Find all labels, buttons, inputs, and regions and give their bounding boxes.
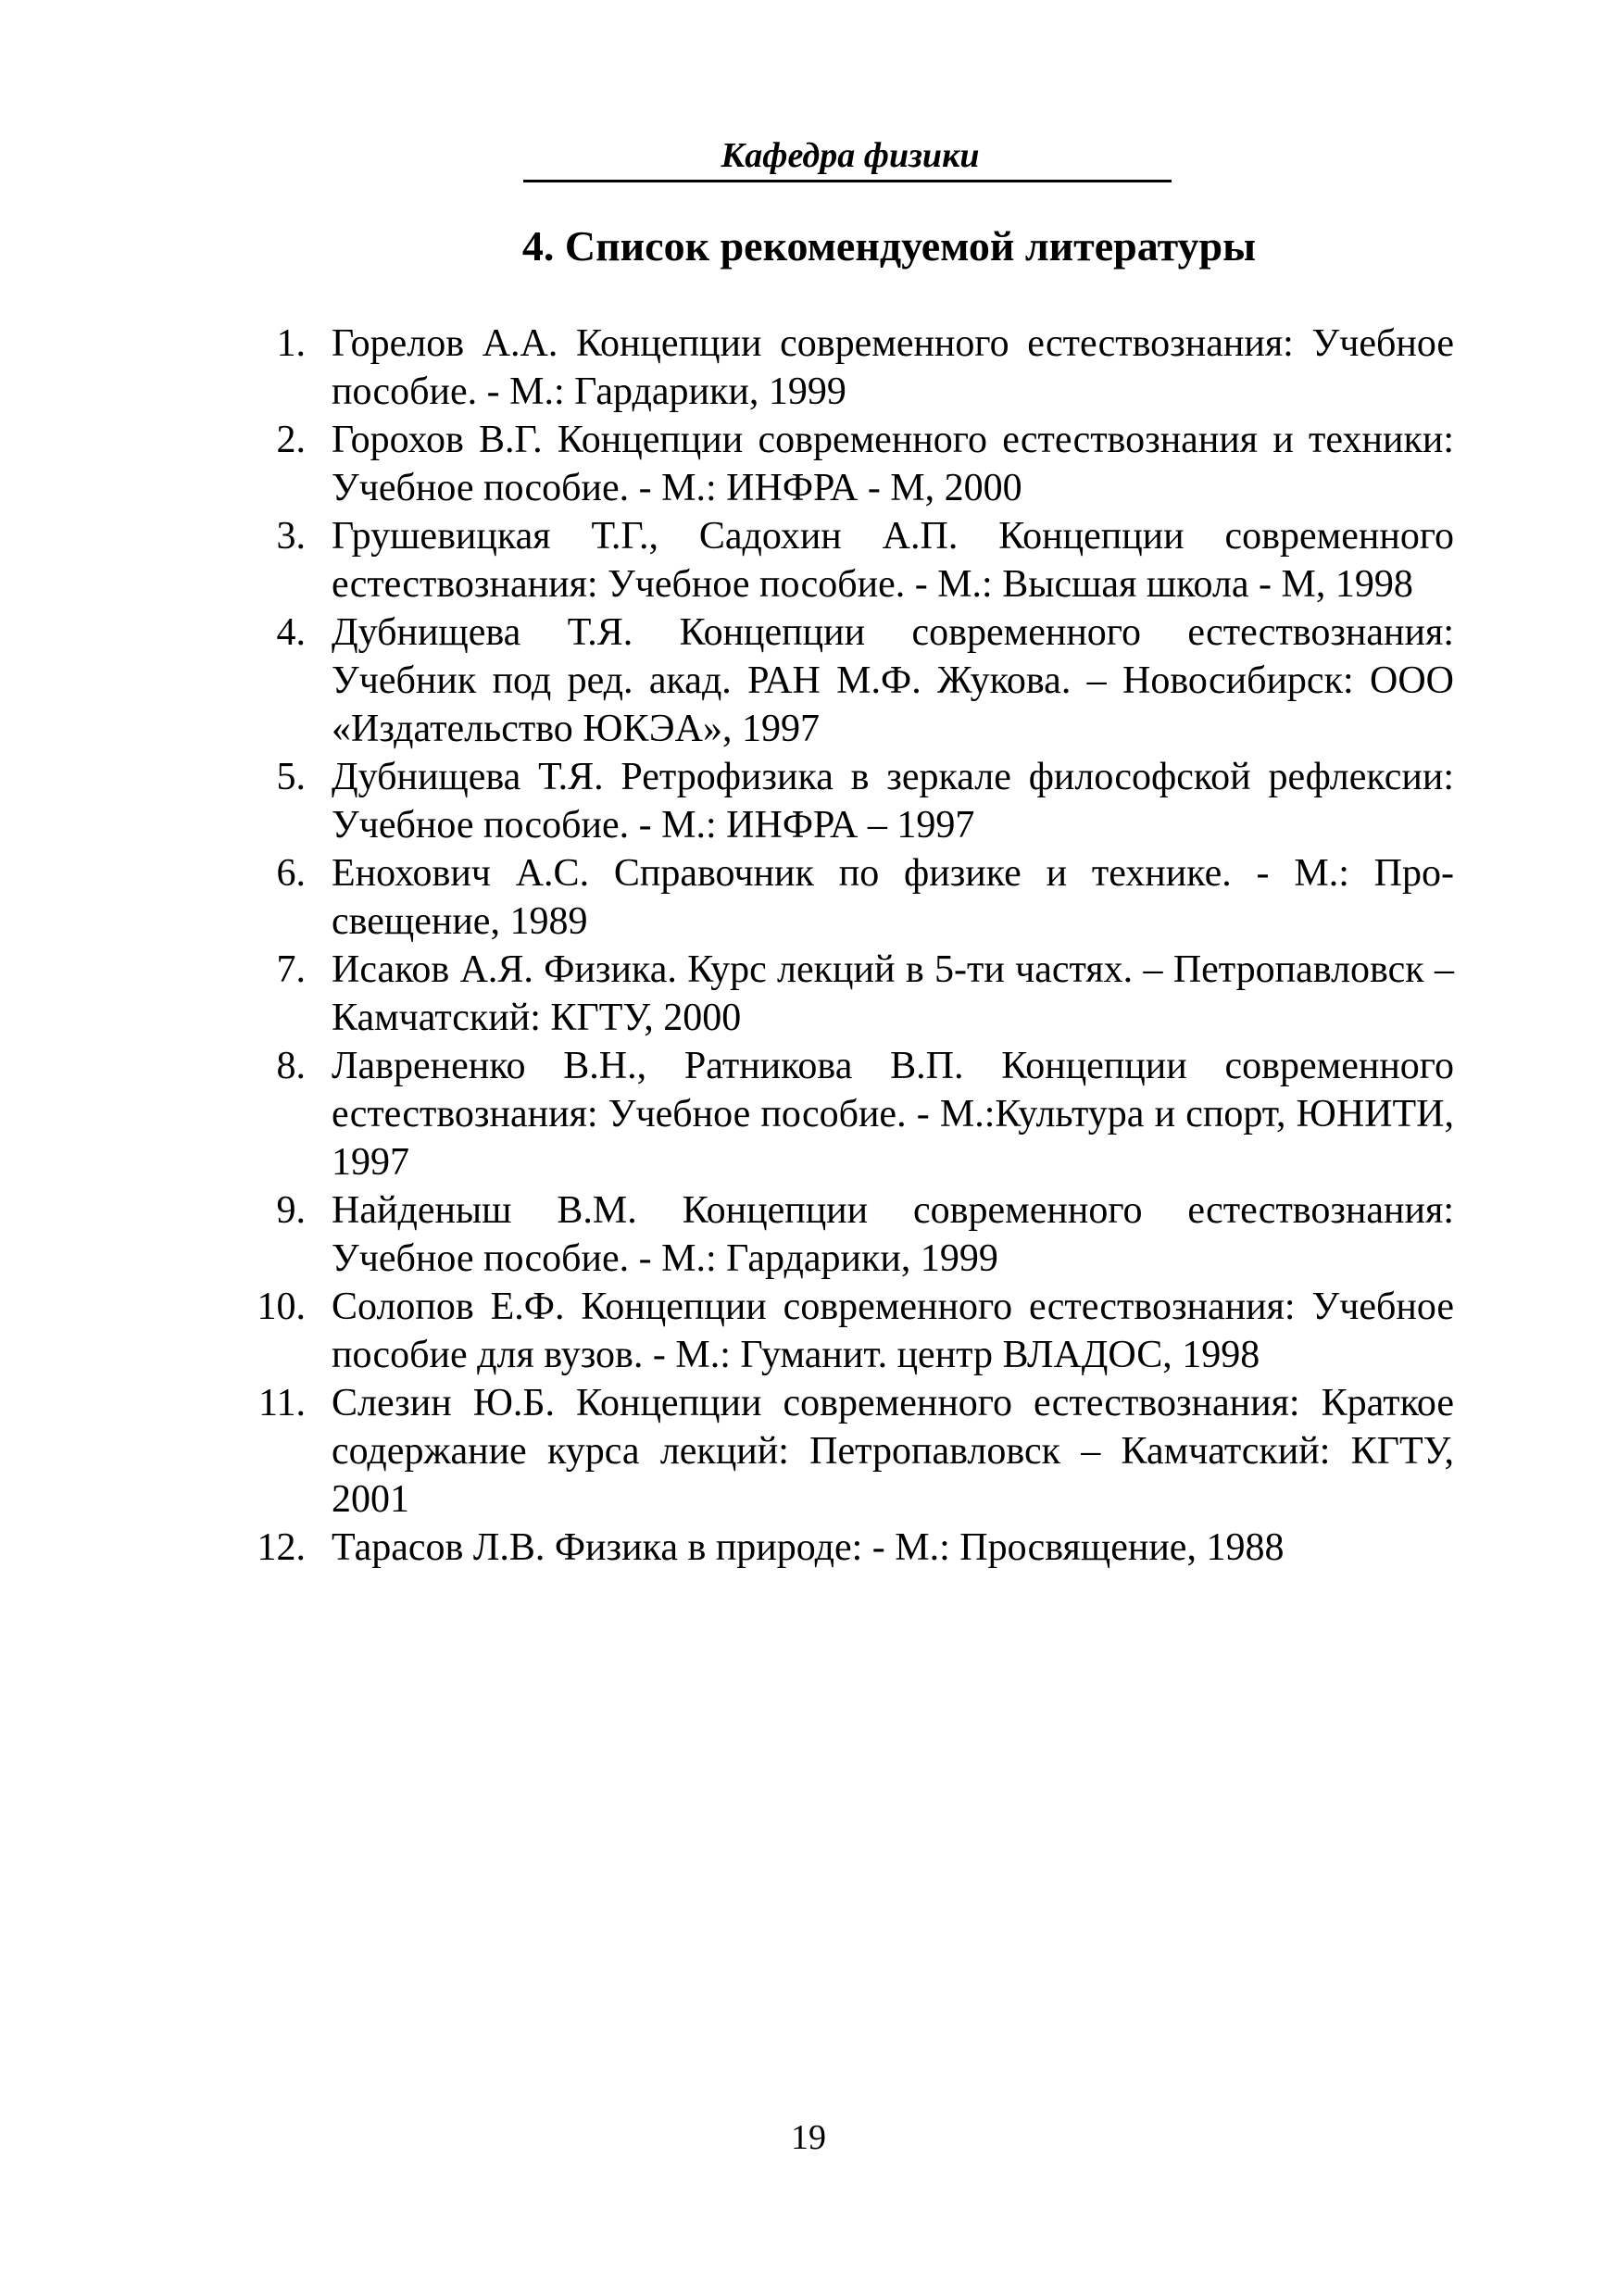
reference-text: Исаков А.Я. Физика. Курс лекций в 5-ти частях. – Петропавловск – Камчатский: КГТУ, 2000 — [332, 948, 1454, 1039]
reference-item — [213, 1186, 1454, 1283]
header-underline — [523, 180, 1172, 182]
reference-number: 1. — [276, 322, 306, 365]
reference-number: 8. — [276, 1045, 306, 1087]
reference-text: Енохович А.С. Справочник по физике и технике. - М.: Просвещение, 1989 — [332, 852, 1454, 943]
reference-text: Дубнищева Т.Я. Ретрофизика в зеркале философской рефлексии: Учебное пособие. - М.: ИНФРА – 1997 — [332, 756, 1454, 847]
reference-text: Тарасов Л.В. Физика в природе: - М.: Просвящение, 1988 — [332, 1526, 1285, 1569]
department-title: Кафедра физики — [721, 136, 980, 175]
reference-text: Горохов В.Г. Концепции современного естествознания и техники: Учебное пособие. - М.: ИНФРА - М, 2000 — [332, 419, 1454, 509]
page-number: 19 — [791, 2118, 826, 2157]
reference-number: 6. — [276, 852, 306, 895]
reference-number: 5. — [276, 756, 306, 798]
reference-number: 4. — [276, 611, 306, 654]
reference-item — [213, 609, 1454, 753]
reference-item — [213, 753, 1454, 849]
reference-text: Слезин Ю.Б. Концепции современного естествознания: Краткое содержание курса лекций: Петропавловск – Камчатский: КГТУ, 2001 — [332, 1382, 1454, 1521]
reference-number: 12. — [257, 1526, 306, 1569]
reference-item — [213, 849, 1454, 946]
reference-text: Дубнищева Т.Я. Концепции современного естествознания: Учебник под ред. акад. РАН М.Ф. Жукова. – Новосибирск: ООО «Издательство ЮКЭА», 1997 — [332, 611, 1454, 750]
reference-list — [213, 320, 1454, 1572]
reference-number: 10. — [257, 1286, 306, 1328]
reference-item — [213, 320, 1454, 416]
section-title: 4. Список рекомендуемой литературы — [521, 222, 1257, 270]
reference-text: Найденыш В.М. Концепции современного естествознания: Учебное пособие. - М.: Гардарики, 1999 — [332, 1189, 1454, 1280]
reference-text: Солопов Е.Ф. Концепции современного естествознания: Учебное пособие для вузов. - М.: Гуманит. центр ВЛАДОС, 1998 — [332, 1286, 1454, 1376]
reference-text: Горелов А.А. Концепции современного естествознания: Учебное пособие. - М.: Гардарики, 1999 — [332, 322, 1454, 413]
running-header — [523, 134, 1172, 186]
reference-number: 3. — [276, 515, 306, 558]
reference-item — [213, 946, 1454, 1042]
reference-text: Лаврененко В.Н., Ратникова В.П. Концепции современного естествознания: Учебное пособие. - М.:Культура и спорт, ЮНИТИ, 1997 — [332, 1045, 1454, 1184]
reference-number: 7. — [276, 948, 306, 991]
reference-item — [213, 1379, 1454, 1524]
reference-item — [213, 416, 1454, 512]
reference-item — [213, 1283, 1454, 1379]
reference-item — [213, 1042, 1454, 1186]
reference-item — [213, 512, 1454, 609]
reference-number: 9. — [276, 1189, 306, 1232]
reference-item — [213, 1524, 1454, 1572]
reference-number: 11. — [258, 1382, 306, 1424]
reference-number: 2. — [276, 419, 306, 461]
reference-text: Грушевицкая Т.Г., Садохин А.П. Концепции современного естествознания: Учебное пособие. - М.: Высшая школа - М, 1998 — [332, 515, 1454, 606]
